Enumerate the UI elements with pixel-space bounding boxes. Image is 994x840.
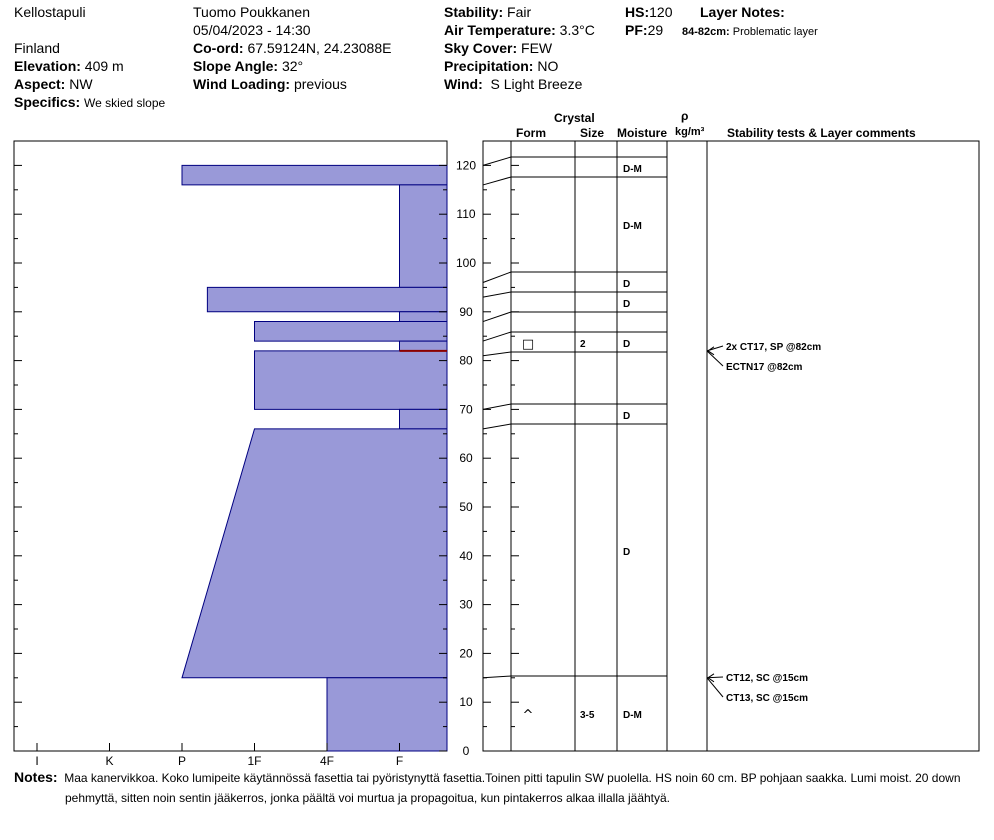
crystal-header: Crystal — [554, 111, 595, 125]
notes: Notes: Maa kanervikkoa. Koko lumipeite käytännössä fasettia tai pyöristynyttä fasettia.Toinen pitti tapulin SW puolella. HS noin 60 cm. BP pohjaan saakka. Lumi moist. 20 down pehmyttä, sitten noin sentin jääkerros, jonka päältä voi murtua ja propagoitua, kun pintakerros alkaa illalla jäähtyä. — [14, 769, 961, 805]
hardness-layer-3 — [400, 312, 448, 322]
rho-header: ρ — [681, 109, 689, 123]
height-label-90: 90 — [459, 304, 473, 319]
hardness-layer-1 — [400, 185, 448, 287]
height-label-80: 80 — [459, 353, 473, 368]
moisture-2: D — [623, 279, 631, 290]
stability-test-3: CT13, SC @15cm — [726, 693, 809, 704]
moisture-1: D-M — [623, 221, 642, 232]
stability-test-2: CT12, SC @15cm — [726, 673, 809, 684]
snow-height: HS:120 — [625, 4, 673, 20]
slope-angle: Slope Angle: 32° — [193, 58, 304, 74]
hardness-label-I: I — [35, 754, 39, 768]
hardness-label-4F: 4F — [319, 754, 335, 768]
wind: Wind: S Light Breeze — [444, 76, 583, 92]
layer-note: 84-82cm: Problematic layer — [682, 26, 818, 38]
form-header: Form — [516, 126, 546, 140]
height-label-70: 70 — [459, 402, 473, 417]
size-7: 3-5 — [580, 710, 595, 721]
height-label-0: 0 — [462, 744, 470, 758]
layer-notes-label: Layer Notes: — [700, 4, 785, 20]
hardness-layer-5 — [400, 341, 448, 351]
height-label-100: 100 — [455, 256, 477, 270]
hardness-layer-9 — [327, 678, 447, 751]
height-label-110: 110 — [456, 207, 476, 222]
stability-test-1: ECTN17 @82cm — [726, 362, 803, 373]
moisture-header: Moisture — [617, 126, 668, 140]
precipitation: Precipitation: NO — [444, 58, 559, 74]
location: Kellostapuli — [14, 4, 86, 20]
layer-table-frame — [483, 141, 979, 751]
country: Finland — [14, 40, 60, 56]
moisture-5: D — [623, 411, 631, 422]
density-unit-header: kg/m³ — [675, 126, 705, 138]
hardness-layer-0 — [182, 165, 447, 185]
hardness-layer-7 — [400, 409, 448, 429]
hardness-label-F: F — [395, 754, 404, 768]
height-label-50: 50 — [459, 500, 473, 514]
notes-line-2: pehmyttä, sitten noin sentin jääkerros, jonka päältä voi murtua ja propagoitua, kun pintakerros alkaa illalla jäähtyä. — [65, 791, 671, 805]
hardness-label-P: P — [177, 754, 187, 768]
moisture-0: D-M — [623, 164, 642, 175]
moisture-7: D-M — [623, 710, 642, 721]
height-label-120: 120 — [455, 158, 477, 173]
air-temperature: Air Temperature: 3.3°C — [444, 22, 595, 38]
observer: Tuomo Poukkanen — [193, 4, 310, 20]
hardness-layer-2 — [207, 287, 447, 311]
datetime: 05/04/2023 - 14:30 — [193, 22, 311, 38]
wind-loading: Wind Loading: previous — [193, 76, 347, 92]
height-label-10: 10 — [459, 695, 473, 710]
form-7: ^ — [522, 708, 534, 723]
aspect: Aspect: NW — [14, 76, 93, 92]
hardness-label-1F: 1F — [247, 754, 262, 768]
height-label-60: 60 — [459, 451, 473, 466]
stability-header: Stability tests & Layer comments — [727, 126, 916, 140]
notes-line-1: Maa kanervikkoa. Koko lumipeite käytännössä fasettia tai pyöristynyttä fasettia.Toinen pitti tapulin SW puolella. HS noin 60 cm. BP pohjaan saakka. Lumi moist. 20 down — [64, 771, 961, 785]
elevation: Elevation: 409 m — [14, 58, 124, 74]
height-label-20: 20 — [459, 646, 473, 661]
foot-penetration: PF:29 — [625, 22, 664, 38]
moisture-4: D — [623, 339, 631, 350]
coordinates: Co-ord: 67.59124N, 24.23088E — [193, 40, 392, 56]
stability: Stability: Fair — [444, 4, 532, 20]
size-4: 2 — [580, 339, 586, 350]
height-label-30: 30 — [459, 597, 473, 612]
hardness-layer-6 — [255, 351, 448, 410]
size-header: Size — [580, 126, 605, 140]
sky-cover: Sky Cover: FEW — [444, 40, 553, 56]
hardness-layer-4 — [255, 322, 448, 342]
stability-test-0: 2x CT17, SP @82cm — [726, 342, 822, 353]
moisture-6: D — [623, 547, 631, 558]
height-label-40: 40 — [459, 548, 473, 563]
moisture-3: D — [623, 299, 631, 310]
hardness-label-K: K — [105, 754, 114, 768]
specifics: Specifics: We skied slope — [14, 94, 166, 110]
form-4: □ — [521, 337, 535, 352]
